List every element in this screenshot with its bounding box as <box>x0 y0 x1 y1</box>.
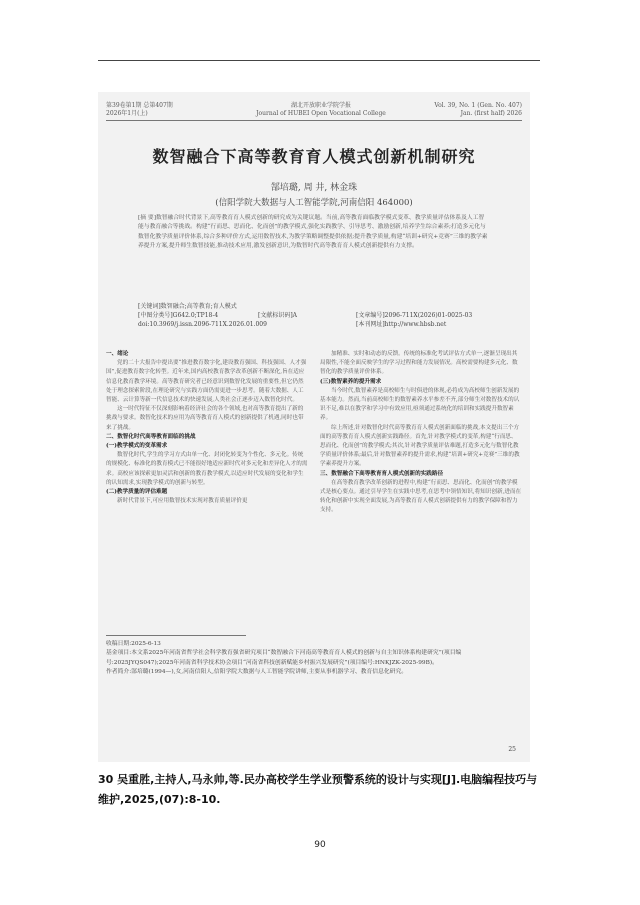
body-column-left <box>106 350 308 506</box>
header-left <box>106 102 226 118</box>
top-rule <box>98 60 540 61</box>
body-paragraph: 这一时代特征不仅深刻影响着经济社会的各个领域,也对高等教育提出了新的挑战与要求。数智化技术的应用为高等教育育人模式的创新提供了机遇,同时也带来了挑战。 <box>106 406 304 431</box>
scan-page-number: 25 <box>508 746 516 753</box>
article-authors: 郜培璐, 周 井, 林金珠 <box>270 183 358 193</box>
body-paragraph: 数智化时代,学生的学习方式由单一化、封闭化转变为个性化、多元化。传统的规模化、标准化的教育模式已不能很好地适应新时代对多元化和差异化人才的需求。高校应该探索更加灵活和创新的教育教学模式,以适应时代发展的变化和学生的认知需求,实现教学模式的创新与转型。 <box>106 452 308 486</box>
subsection-heading: (一)教学模式的变革需求 <box>106 443 168 450</box>
article-footnotes <box>106 640 522 678</box>
received-date: 收稿日期:2025-6-13 <box>106 641 161 647</box>
body-column-right <box>320 350 522 516</box>
article-number: [文章编号]2096-711X(2026)01-0025-03 <box>356 312 473 319</box>
document-code: [文献标识码]A <box>258 312 298 319</box>
funding-note: 基金项目:本文系2025年河南省哲学社会科学教育强省研究项目“数智融合下河南高等教育育人模式的创新与自主知识体系构建研究”(项目编号:2025JYQS047);2025年河南省科学技术协会项目“河南省科技创新赋能乡村振兴发展研究”(项目编号:HNKJZK-2025-99B)。 <box>106 650 462 666</box>
body-paragraph: 加精准、实时和动态的反馈。传统的标准化考试评估方式单一,逐渐呈现出其局限性,不能全面反映学生的学习过程和能力发展情况。高校需要构建多元化、数智化的教学质量评价体系。 <box>320 351 518 376</box>
body-paragraph: 党的二十大报告中提出要“推进教育数字化,建设教育强国、科技强国、人才强国”,促进教育数字化转型。近年来,国内高校教育教学改革创新不断深化,旨在适应信息化教育教学环境。高等教育研究者已经意识到数智化发展的重要性,但它仍然处于理念探索阶段,在理论研究与实践方面仍需更进一步思考。随着大数据、人工智能、云计算等新一代信息技术的快速发展,人类社会正逐步迈入数智化时代。 <box>106 360 307 404</box>
article-meta <box>138 302 490 329</box>
article-affiliation: (信阳学院大数据与人工智能学院,河南信阳 464000) <box>215 198 413 208</box>
section-heading: 二、数智化时代高等教育面临的挑战 <box>106 433 196 440</box>
keywords: [关键词]数智融合;高等教育;育人模式 <box>138 303 237 310</box>
header-rule <box>106 120 522 121</box>
issue-date: 2026年1月(上) <box>106 110 148 117</box>
article-title: 数智融合下高等教育育人模式创新机制研究 <box>152 147 476 166</box>
body-paragraph: 综上所述,针对数智化时代高等教育育人模式创新面临的挑战,本文提出三个方面的高等教育育人模式创新实践路径。首先,针对教学模式的变革,构建“行而思、思而化、化而创”的教学模式;其次,针对教学质量评估难题,打造多元化与数智化教学质量评价体系;最后,针对数智素养的提升需求,构建“培训+研究+竞赛”三维的教学素养提升方案。 <box>320 424 520 468</box>
subsection-heading: (二)教学质量的评估难题 <box>106 489 168 496</box>
footnote-rule <box>106 635 246 636</box>
issue-info: 第39卷第1期 总第407期 <box>106 102 173 109</box>
section-heading: 一、绪论 <box>106 351 129 357</box>
body-paragraph: 当今时代,数智素养是高校师生与时俱进的体现,必将成为高校师生创新发展的基本能力。然而,当前高校师生的数智素养水平参差不齐,部分师生对数智技术的认识不足,难以在教学和学习中有效应用,亟须通过系统化的培训和实践提升数智素养。 <box>320 387 520 422</box>
clc-number: [中图分类号]G642.0;TP18-4 <box>138 312 219 319</box>
subsection-heading: (三)数智素养的提升需求 <box>320 378 382 385</box>
body-paragraph: 新时代背景下,可应用数智技术实现对教育质量评价更 <box>117 498 248 505</box>
journal-name-en: Journal of HUBEI Open Vocational College <box>256 110 386 117</box>
doi: doi:10.3969/j.issn.2096-711X.2026.01.009 <box>138 321 267 328</box>
volume-date: Jan. (first half) 2026 <box>460 110 522 117</box>
section-heading: 三、数智融合下高等教育育人模式创新的实践路径 <box>320 470 444 477</box>
journal-name-cn: 湖北开放职业学院学报 <box>290 102 351 109</box>
body-paragraph: 在高等教育教学改革创新的进程中,构建“行而思、思而化、化而创”的教学模式是核心要点。通过引导学生在实践中思考,在思考中领悟知识,将知识创新,进而在转化和创新中实现全面发展,为高等教育育人模式创新提供有力的教学保障和智力支持。 <box>320 479 522 514</box>
page-number: 90 <box>314 840 326 850</box>
author-bio: 作者简介:郜培璐(1994—),女,河南信阳人,信阳学院大数据与人工智能学院讲师,主要从事机器学习、教育信息化研究。 <box>106 669 408 676</box>
reference-caption: 30 吴重胜,主持人,马永帅,等.民办高校学生学业预警系统的设计与实现[J].电脑编程技巧与维护,2025,(07):8-10. <box>98 773 538 806</box>
header-right <box>402 102 522 118</box>
article-abstract: [摘 要]数智融合时代背景下,高等教育育人模式创新的研究成为关键议题。当前,高等教育面临教学模式变革、教学质量评估体系及人工智能与教育融合等挑战。构建“行而思、思而化、化而创”的教学模式,强化实践教学、引导思考、激励创新,培养学生综合素养;打造多元化与数智化教学质量评价体系,综合多种评价方式,运用数智技术,为教学策略调整提供依据;提升教学质量,构建“培训+研究+竞赛”三维的教学素养提升方案,提升师生数智技能,推动技术应用,激发创新意识,为数智时代高等教育育人模式创新提供有力支撑。 <box>138 215 488 250</box>
volume-info: Vol. 39, No. 1 (Gen. No. 407) <box>434 102 522 109</box>
journal-website: [本刊网址]http://www.hbsb.net <box>356 321 447 328</box>
scanned-article-page <box>98 92 530 762</box>
header-center <box>256 102 386 118</box>
